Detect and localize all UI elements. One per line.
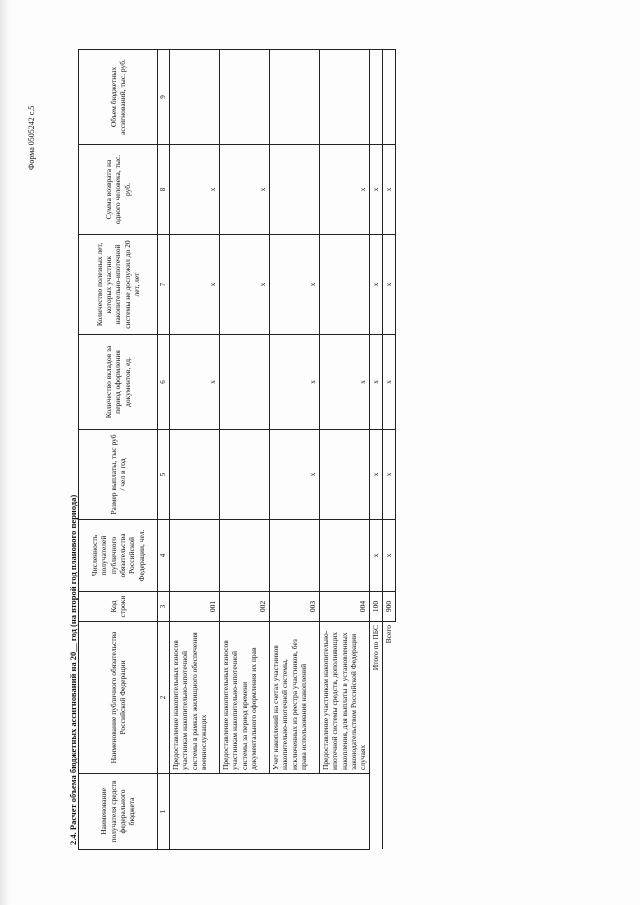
obligation-name: Учет накоплений на счетах участников накопительно-ипотечной системы, исключенных из реестра участников, без права использования накоплений: [269, 622, 319, 774]
table-row: [319, 50, 369, 850]
header-line-code: Код строки: [79, 592, 158, 622]
value-cell: x: [369, 335, 382, 430]
value-cell: x: [319, 335, 369, 430]
obligation-name: Предоставление участникам накопительно-ипотечной системы средств, дополняющих накопления, для выплаты в установленных законодательством Российской Федерации случаях: [319, 622, 369, 774]
header-contributions-count: Количество вкладов за период оформления документов, ед.: [79, 335, 158, 430]
value-cell: x: [219, 235, 269, 335]
table-row: [219, 50, 269, 850]
value-cell: [219, 520, 269, 592]
value-cell: [169, 430, 219, 520]
value-cell: [369, 50, 382, 145]
column-number: 2: [158, 622, 170, 774]
line-code: 003: [269, 592, 319, 622]
column-number: 6: [158, 335, 170, 430]
value-cell: x: [369, 235, 382, 335]
value-cell: [219, 335, 269, 430]
line-code: 900: [382, 592, 395, 622]
value-cell: x: [382, 145, 395, 235]
value-cell: x: [269, 430, 319, 520]
header-refund-sum: Сумма возврата на одного человека, тыс. руб.: [79, 145, 158, 235]
header-years-count: Количество полезных лет, которых участник накопительно-ипотечной системы не дослужил до 20 лет, лет: [79, 235, 158, 335]
column-number: 5: [158, 430, 170, 520]
table-row: [169, 50, 219, 850]
subtotal-label: Итого по ПБС: [369, 622, 382, 850]
table-row: [269, 50, 319, 850]
value-cell: x: [382, 335, 395, 430]
line-code: 002: [219, 592, 269, 622]
column-number: 9: [158, 50, 170, 145]
header-payment-size: Размер выплаты, тыс руб / чел в год: [79, 430, 158, 520]
column-number-row: [158, 50, 170, 850]
value-cell: [219, 50, 269, 145]
line-code: 100: [369, 592, 382, 622]
value-cell: x: [382, 520, 395, 592]
value-cell: [319, 50, 369, 145]
obligation-name: Предоставление накопительных взносов участникам накопительно-ипотечной системы за период времени документального оформления их прав: [219, 622, 269, 774]
obligation-name: Предоставление накопительных взносов участникам накопительно-ипотечной системы в рамках жилищного обеспечения военнослужащих: [169, 622, 219, 774]
line-code: 004: [319, 592, 369, 622]
value-cell: x: [269, 335, 319, 430]
form-code: Форма 0505242 с.5: [27, 105, 36, 170]
value-cell: [319, 430, 369, 520]
header-row: [79, 50, 158, 850]
value-cell: [382, 50, 395, 145]
subtotal-row: [369, 50, 382, 850]
total-row: [382, 50, 395, 850]
value-cell: x: [369, 430, 382, 520]
value-cell: x: [169, 335, 219, 430]
column-number: 7: [158, 235, 170, 335]
column-number: 3: [158, 592, 170, 622]
column-number: 1: [158, 774, 170, 850]
value-cell: x: [169, 145, 219, 235]
value-cell: x: [382, 235, 395, 335]
value-cell: [169, 520, 219, 592]
value-cell: x: [369, 145, 382, 235]
value-cell: x: [269, 235, 319, 335]
section-title: 2.4. Расчет объема бюджетных ассигнований на 20__ год (на второй год планового периода): [68, 494, 78, 845]
header-obligation: Наименование публичного обязательства Российской Федерации: [79, 622, 158, 774]
recipient-cell: [169, 774, 369, 850]
value-cell: x: [369, 520, 382, 592]
column-number: 8: [158, 145, 170, 235]
value-cell: [219, 430, 269, 520]
value-cell: [319, 235, 369, 335]
value-cell: [269, 520, 319, 592]
value-cell: x: [382, 430, 395, 520]
total-label: Всего: [382, 622, 395, 850]
value-cell: [269, 50, 319, 145]
value-cell: [169, 50, 219, 145]
value-cell: x: [319, 145, 369, 235]
header-recipients-count: Численность получателей публичного обязательства Российской Федерации, чел.: [79, 520, 158, 592]
header-budget-volume: Объем бюджетных ассигнований, тыс. руб.: [79, 50, 158, 145]
value-cell: x: [219, 145, 269, 235]
budget-calculation-table: [78, 49, 396, 850]
line-code: 001: [169, 592, 219, 622]
value-cell: x: [169, 235, 219, 335]
value-cell: [269, 145, 319, 235]
value-cell: [319, 520, 369, 592]
header-recipient: Наименование получателя средств федерального бюджета: [79, 774, 158, 850]
column-number: 4: [158, 520, 170, 592]
